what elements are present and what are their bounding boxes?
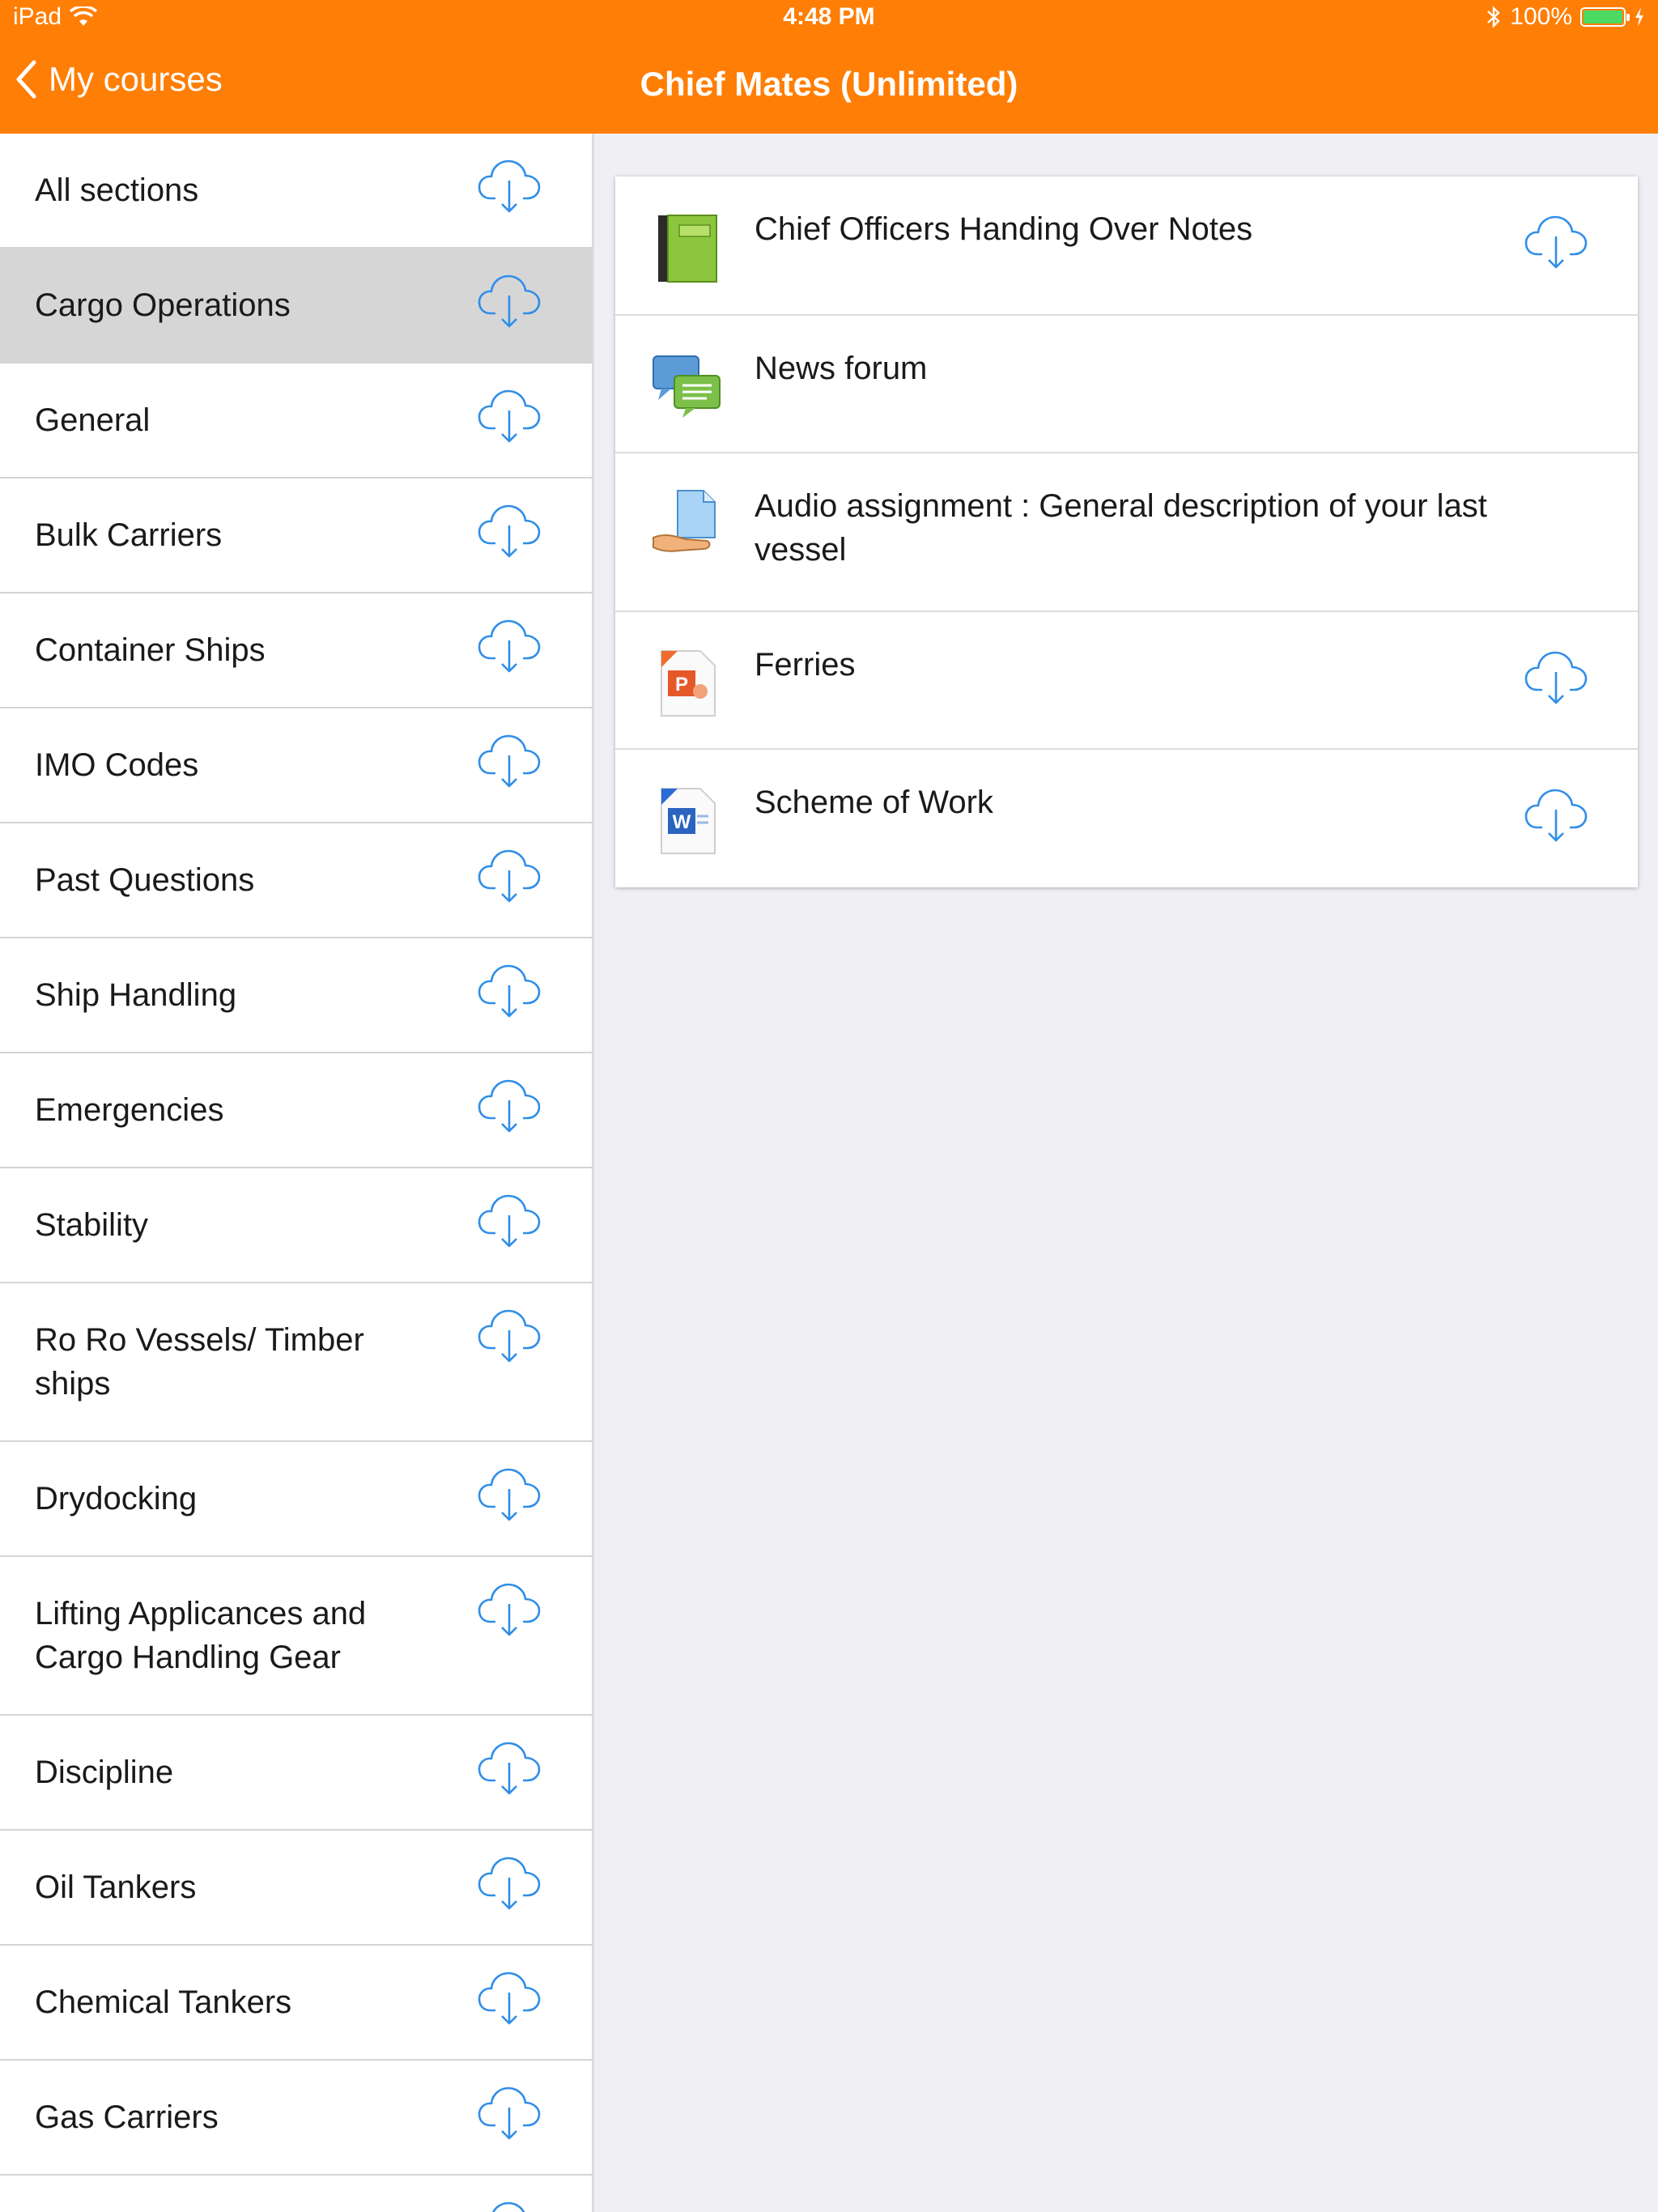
charging-icon [1634,6,1645,28]
download-section-button[interactable] [478,1970,541,2031]
assignment-icon [650,487,723,560]
forum-icon [650,350,723,423]
cloud-download-icon[interactable] [478,1740,541,1797]
section-item-gas-carriers[interactable] [0,2061,592,2176]
module-label: Chief Officers Handing Over Notes [755,211,1253,247]
split-divider [592,134,594,2212]
module-list-card [615,177,1638,887]
download-module-button[interactable] [1524,214,1588,274]
section-label: Bulk Carriers [35,517,223,553]
module-icon [650,350,723,423]
cloud-download-icon[interactable] [478,1855,541,1912]
section-item-discipline[interactable] [0,1716,592,1831]
section-label: IMO Codes [35,747,199,783]
book-icon [650,211,723,283]
download-section-button[interactable] [478,848,541,908]
download-section-button[interactable] [478,1308,541,1368]
top-bar [0,0,1658,134]
section-item-ship-handling[interactable] [0,938,592,1053]
module-icon [650,487,723,560]
download-section-button[interactable] [478,2200,541,2212]
download-section-button[interactable] [478,273,541,334]
back-button-label: My courses [49,60,223,98]
section-item-general[interactable] [0,364,592,479]
section-item-past-questions[interactable] [0,823,592,938]
module-label: Ferries [755,647,856,683]
section-item-oil-tankers[interactable] [0,1831,592,1946]
powerpoint-file-icon [650,646,723,719]
section-label: Stability [35,1207,149,1243]
section-label: Past Questions [35,862,255,898]
section-item-drydocking[interactable] [0,1442,592,1557]
module-label: News forum [755,351,928,386]
section-list [0,134,592,2212]
section-item-partial[interactable] [0,2176,592,2212]
module-item-news-forum[interactable] [615,316,1638,453]
download-section-button[interactable] [478,1740,541,1801]
cloud-download-icon[interactable] [1524,649,1588,706]
carrier-label: iPad [13,3,62,30]
download-section-button[interactable] [478,158,541,219]
bluetooth-icon [1486,5,1502,29]
cloud-download-icon[interactable] [1524,787,1588,844]
cloud-download-icon[interactable] [478,1078,541,1134]
section-label: General [35,402,151,438]
download-section-button[interactable] [478,1581,541,1642]
section-label: Emergencies [35,1092,224,1128]
download-section-button[interactable] [478,963,541,1023]
section-item-cargo-operations[interactable] [0,249,592,364]
cloud-download-icon[interactable] [478,2200,541,2212]
section-label: All sections [35,172,199,208]
download-section-button[interactable] [478,1193,541,1253]
svg-text:W: W [672,811,691,833]
word-file-icon [650,784,723,857]
section-item-bulk-carriers[interactable] [0,479,592,593]
module-label: Audio assignment : General description of your last vessel [755,488,1487,568]
section-label: Ro Ro Vessels/ Timber ships [35,1322,364,1402]
cloud-download-icon[interactable] [478,1581,541,1638]
module-label: Scheme of Work [755,785,993,820]
navigation-bar [0,49,1658,123]
section-label: Chemical Tankers [35,1984,292,2020]
cloud-download-icon[interactable] [478,618,541,674]
download-section-button[interactable] [478,503,541,564]
section-item-imo-codes[interactable] [0,708,592,823]
download-section-button[interactable] [478,618,541,678]
cloud-download-icon[interactable] [478,273,541,330]
section-item-emergencies[interactable] [0,1053,592,1168]
section-label: Gas Carriers [35,2099,219,2135]
cloud-download-icon[interactable] [478,2085,541,2142]
download-section-button[interactable] [478,1078,541,1138]
section-label: Drydocking [35,1481,198,1516]
cloud-download-icon[interactable] [478,848,541,904]
cloud-download-icon[interactable] [478,1308,541,1364]
module-item-audio-assignment-general-description-of-[interactable] [615,453,1638,612]
module-item-chief-officers-handing-over-notes[interactable] [615,177,1638,316]
section-label: Oil Tankers [35,1870,197,1905]
download-section-button[interactable] [478,1466,541,1527]
module-item-ferries[interactable] [615,612,1638,750]
download-module-button[interactable] [1524,787,1588,848]
module-item-scheme-of-work[interactable] [615,750,1638,887]
cloud-download-icon[interactable] [478,503,541,559]
download-section-button[interactable] [478,388,541,449]
section-item-ro-ro-vessels-timber-ships[interactable] [0,1283,592,1442]
section-label: Cargo Operations [35,287,291,323]
section-label: Ship Handling [35,977,237,1013]
status-bar [0,0,1658,34]
section-label: Container Ships [35,632,266,668]
cloud-download-icon[interactable] [478,158,541,215]
module-icon [650,211,723,283]
download-section-button[interactable] [478,733,541,793]
section-item-container-ships[interactable] [0,593,592,708]
status-time: 4:48 PM [783,3,875,30]
cloud-download-icon[interactable] [478,963,541,1019]
cloud-download-icon[interactable] [1524,214,1588,270]
battery-percent: 100% [1510,3,1572,30]
battery-icon [1580,7,1626,27]
section-item-all-sections[interactable] [0,134,592,249]
download-section-button[interactable] [478,2085,541,2146]
module-icon [650,784,723,857]
section-item-stability[interactable] [0,1168,592,1283]
section-item-lifting-applicances-and-cargo-handling-gear[interactable] [0,1557,592,1716]
section-label: Lifting Applicances and Cargo Handling Gear [35,1596,367,1675]
cloud-download-icon[interactable] [478,1193,541,1249]
section-label: Discipline [35,1755,174,1790]
svg-text:P: P [674,674,689,696]
cloud-download-icon[interactable] [478,388,541,445]
cloud-download-icon[interactable] [478,1466,541,1523]
download-module-button[interactable] [1524,649,1588,710]
section-item-chemical-tankers[interactable] [0,1946,592,2061]
status-right [1486,3,1645,31]
cloud-download-icon[interactable] [478,733,541,789]
download-section-button[interactable] [478,1855,541,1916]
module-icon [650,646,723,719]
cloud-download-icon[interactable] [478,1970,541,2027]
page-title: Chief Mates (Unlimited) [640,65,1018,103]
